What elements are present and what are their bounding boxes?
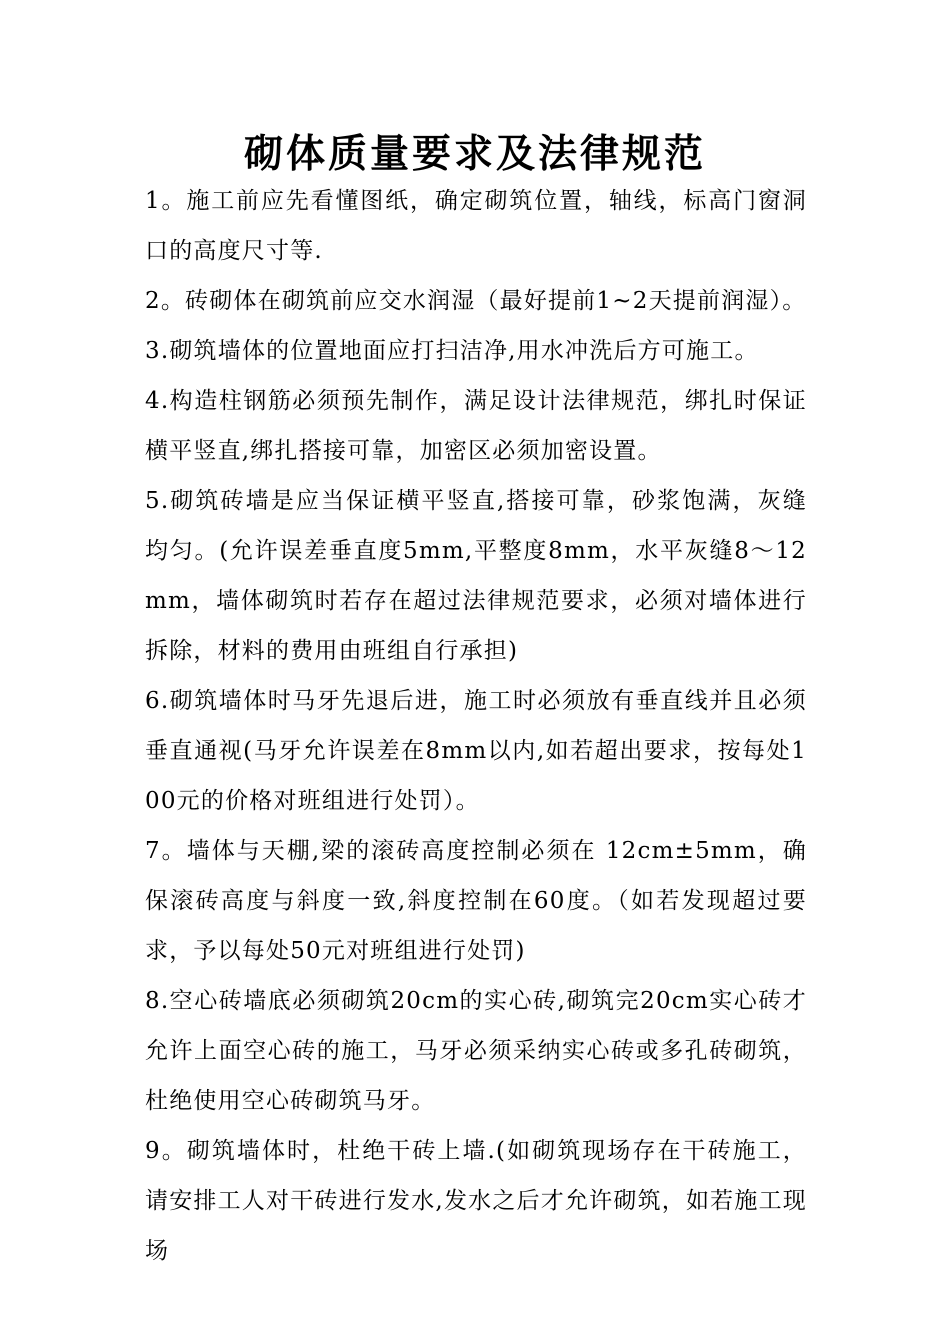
document-body bbox=[145, 176, 807, 1276]
paragraph-item-3: 3.砌筑墙体的位置地面应打扫洁净,用水冲洗后方可施工。 bbox=[145, 338, 759, 364]
document-title: 砌体质量要求及法律规范 bbox=[243, 131, 706, 177]
paragraph-item-9: 9。砌筑墙体时，杜绝干砖上墙.(如砌筑现场存在干砖施工，请安排工人对干砖进行发水,发水之后才允许砌筑，如若施工现场 bbox=[145, 1138, 807, 1264]
paragraph-item-7: 7。墙体与天棚,梁的滚砖高度控制必须在 12cm±5mm，确保滚砖高度与斜度一致,斜度控制在60度。（如若发现超过要求，予以每处50元对班组进行处罚) bbox=[145, 838, 807, 964]
paragraph-item-1: 1。施工前应先看懂图纸，确定砌筑位置，轴线，标高门窗洞口的高度尺寸等. bbox=[145, 188, 807, 264]
paragraph-item-8: 8.空心砖墙底必须砌筑20cm的实心砖,砌筑完20cm实心砖才允许上面空心砖的施工，马牙必须采纳实心砖或多孔砖砌筑，杜绝使用空心砖砌筑马牙。 bbox=[145, 988, 807, 1114]
paragraph-item-4: 4.构造柱钢筋必须预先制作，满足设计法律规范，绑扎时保证横平竖直,绑扎搭接可靠，加密区必须加密设置。 bbox=[145, 388, 807, 464]
paragraph-item-6: 6.砌筑墙体时马牙先退后进，施工时必须放有垂直线并且必须垂直通视(马牙允许误差在8mm以内,如若超出要求，按每处100元的价格对班组进行处罚）。 bbox=[145, 688, 807, 814]
paragraph-item-5: 5.砌筑砖墙是应当保证横平竖直,搭接可靠，砂浆饱满，灰缝均匀。(允许误差垂直度5mm,平整度8mm，水平灰缝8～12mm，墙体砌筑时若存在超过法律规范要求，必须对墙体进行拆除，材料的费用由班组自行承担) bbox=[145, 488, 807, 664]
paragraph-item-2: 2。砖砌体在砌筑前应交水润湿（最好提前1~2天提前润湿）。 bbox=[145, 288, 807, 314]
